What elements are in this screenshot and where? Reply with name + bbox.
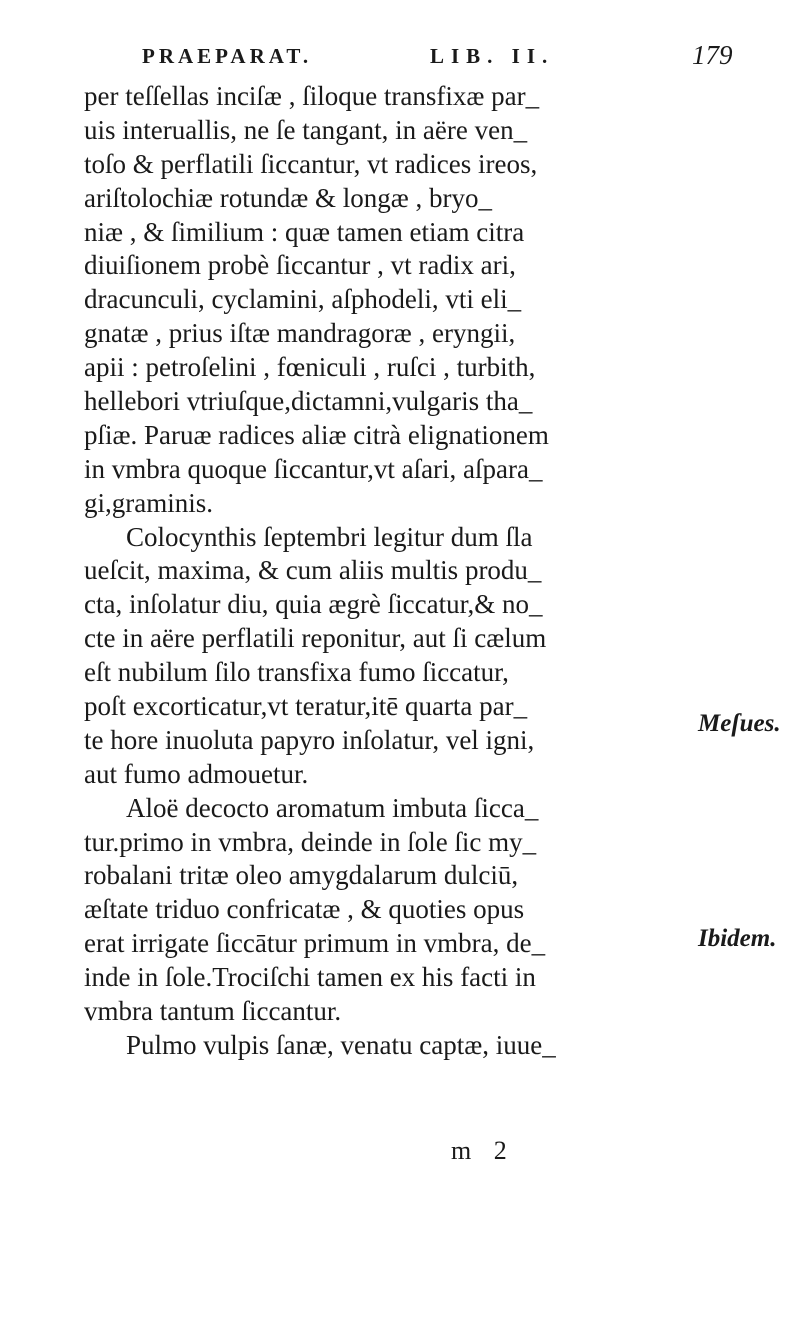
text-line: vmbra tantum ſiccantur.	[84, 996, 342, 1027]
paragraph-start-line: Pulmo vulpis ſanæ, venatu captæ, iuue_	[126, 1029, 556, 1060]
signature-mark: m 2	[451, 1136, 515, 1165]
text-line: in vmbra quoque ſiccantur,vt aſari, aſpara_	[84, 453, 543, 484]
paragraph-start-line: Colocynthis ſeptembri legitur dum ſla	[126, 521, 533, 552]
text-line: cte in aëre perflatili reponitur, aut ſi cælum	[84, 623, 547, 654]
text-line: te hore inuoluta papyro inſolatur, vel igni,	[84, 724, 535, 755]
text-line: poſt excorticatur,vt teratur,itē quarta par_	[84, 691, 528, 722]
text-line: inde in ſole.Trociſchi tamen ex his facti in	[84, 962, 536, 993]
running-head	[0, 40, 800, 78]
text-line: ueſcit, maxima, & cum aliis multis produ_	[84, 555, 542, 586]
text-line: dracunculi, cyclamini, aſphodeli, vti eli_	[84, 284, 522, 315]
body-text	[84, 80, 659, 1063]
running-head-title: PRAEPARAT.	[142, 44, 313, 68]
text-line: gi,graminis.	[84, 487, 213, 518]
marginal-note-mesues: Meſues.	[698, 710, 781, 737]
text-line: tur.primo in vmbra, deinde in ſole ſic my_	[84, 826, 537, 857]
text-line: eſt nubilum ſilo transfixa fumo ſiccatur,	[84, 657, 509, 688]
text-line: gnatæ , prius iſtæ mandragoræ , eryngii,	[84, 318, 516, 349]
text-line: erat irrigate ſiccātur primum in vmbra, de_	[84, 928, 546, 959]
text-line: per teſſellas inciſæ , ſiloque transfixæ par_	[84, 81, 540, 111]
paragraph-start-line: Aloë decocto aromatum imbuta ſicca_	[126, 792, 539, 823]
text-line: ariſtolochiæ rotundæ & longæ , bryo_	[84, 182, 492, 213]
text-line: æſtate triduo confricatæ , & quoties opus	[84, 894, 525, 925]
text-line: robalani tritæ oleo amygdalarum dulciū,	[84, 860, 519, 891]
marginal-note-ibidem: Ibidem.	[698, 925, 777, 952]
text-line: diuiſionem probè ſiccantur , vt radix ari,	[84, 250, 516, 281]
text-line: cta, inſolatur diu, quia ægrè ſiccatur,& no_	[84, 589, 543, 620]
text-line: toſo & perflatili ſiccantur, vt radices ireos,	[84, 148, 538, 179]
text-line: aut fumo admouetur.	[84, 758, 309, 789]
page-number: 179	[692, 40, 733, 70]
text-line: apii : petroſelini , fœniculi , ruſci , turbith,	[84, 352, 536, 383]
text-line: niæ , & ſimilium : quæ tamen etiam citra	[84, 216, 525, 247]
text-line: hellebori vtriuſque,dictamni,vulgaris tha_	[84, 386, 533, 417]
text-line: pſiæ. Paruæ radices aliæ citrà elignationem	[84, 419, 549, 450]
text-line: uis interuallis, ne ſe tangant, in aëre ven_	[84, 114, 528, 145]
running-head-book: LIB. II.	[430, 44, 555, 68]
